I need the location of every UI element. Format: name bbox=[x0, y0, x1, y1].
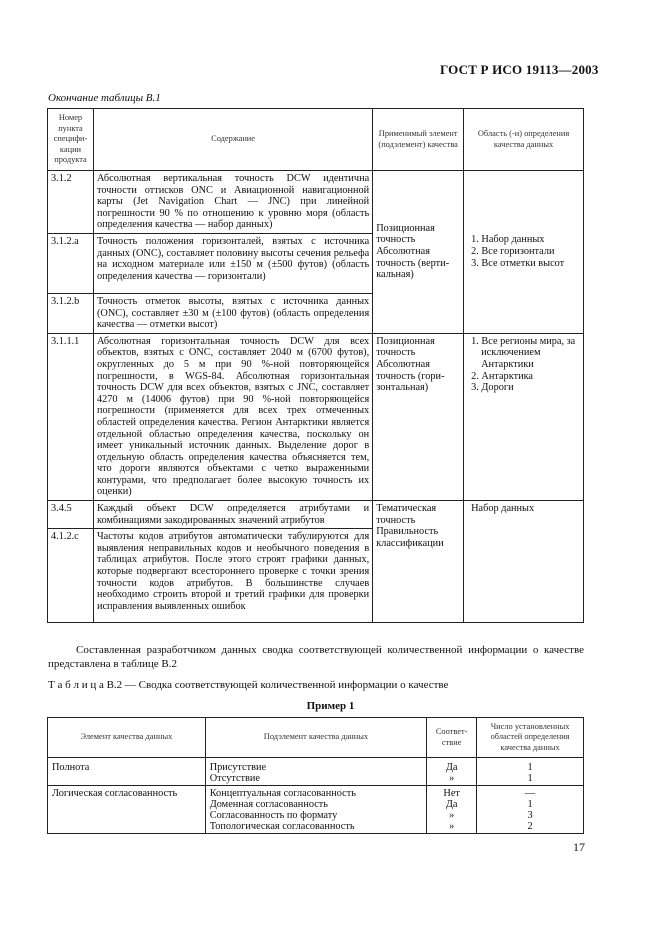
col-header-count: Число установленных областей определения качества данных bbox=[477, 718, 584, 758]
match-value: Нет bbox=[443, 788, 460, 799]
row-content: Абсолютная вертикальная точность DCW идентична точности оттисков ONC и Авиационной навигационной карты (Jet Navigation Chart — JNC) при линейной погрешности 90 % по отношению к уровню моря (область определения качества — набор данных) bbox=[93, 171, 372, 234]
col-header-num: Номер пункта спецификации продукта bbox=[48, 109, 94, 171]
match-value: » bbox=[449, 810, 455, 821]
row-content: Каждый объект DCW определяется атрибутами и комбинациями закодированных значений атрибутов bbox=[93, 501, 372, 529]
match-cell bbox=[427, 786, 477, 834]
col-header-area: Область (-и) определения качества данных bbox=[464, 109, 584, 171]
match-value: » bbox=[449, 773, 455, 784]
summary-paragraph: Составленная разработчиком данных сводка соответствующей количественной информации о качестве представлена в таблице B.2 bbox=[48, 644, 584, 670]
count-value: 1 bbox=[527, 799, 533, 810]
subelement: Присутствие bbox=[209, 762, 267, 773]
subelement: Согласованность по формату bbox=[209, 810, 338, 821]
subelement-cell bbox=[205, 786, 426, 834]
area-list bbox=[467, 234, 580, 269]
area-list bbox=[467, 336, 580, 394]
table2-caption: Т а б л и ц а B.2 — Сводка соответствующей количественной информации о качестве bbox=[48, 679, 449, 691]
table-b2 bbox=[47, 717, 584, 834]
row-content: Частоты кодов атрибутов автоматически табулируются для выявления неправильных кодов и необычного поведения в таблицах атрибутов. После этого строят графики данных, которые подвергают всестороннего проверке с точки зрения точности кодов атрибутов. В большинстве случаев необходимо строить второй и третий графики для проверки исправления выявленных ошибок bbox=[93, 529, 372, 623]
row-num: 4.1.2.c bbox=[48, 529, 94, 623]
table1-caption: Окончание таблицы B.1 bbox=[48, 92, 161, 104]
element-cell: Логическая согласованность bbox=[48, 786, 206, 834]
count-value: 3 bbox=[527, 810, 533, 821]
subelement: Топологическая согласованность bbox=[209, 821, 355, 832]
col-header-subelement: Подэлемент качества данных bbox=[205, 718, 426, 758]
area-item: 2. Антарктика bbox=[471, 370, 533, 382]
subelement: Отсутствие bbox=[209, 773, 260, 784]
area-item: 3. Все отметки высот bbox=[471, 257, 565, 269]
row-content: Абсолютная горизонтальная точность DCW для всех объектов, взятых с ONC, составляет 2040 м (6700 футов), округленных до 5 м при 90 %-ной повторяющейся погрешности, в WGS-84. Абсолютная горизонтальная точность DCW для всех объектов, взятых с JNC, составляет 4270 м (14006 футов) при 90 %-ной повторяющейся погрешности (применяется для всех трех отмеченных областей определения качества. Регион Антарктики является отдельной областью определения качества, поскольку он имеет уникальный источник данных. Выделение дорог в отдельную область определения качества объясняется тем, что дороги являются объектами с четко выраженными контурами, что предполагает более высокую точность их оценки) bbox=[93, 333, 372, 500]
count-cell bbox=[477, 786, 584, 834]
area-list bbox=[467, 503, 580, 515]
area-item: 1. Все регионы мира, за исключением Антарктики bbox=[471, 335, 576, 370]
match-value: Да bbox=[445, 799, 458, 810]
quality-area-cell bbox=[464, 333, 584, 500]
col-header-element: Применимый элемент (подэлемент) качества bbox=[373, 109, 464, 171]
match-cell bbox=[427, 758, 477, 786]
match-value: » bbox=[449, 821, 455, 832]
row-content: Точность отметок высоты, взятых с источника данных (ONC), составляет ±30 м (±100 футов) (область определения качества — отметки высот) bbox=[93, 293, 372, 333]
count-value: 2 bbox=[527, 821, 533, 832]
table-b1 bbox=[47, 108, 584, 623]
area-item: 3. Дороги bbox=[471, 382, 514, 394]
count-cell bbox=[477, 758, 584, 786]
subelement-cell bbox=[205, 758, 426, 786]
example-title: Пример 1 bbox=[306, 700, 355, 712]
subelement: Доменная согласованность bbox=[209, 799, 329, 810]
row-num: 3.1.2.a bbox=[48, 233, 94, 293]
quality-element-cell: Тематическая точность Правильность классификации bbox=[373, 501, 464, 623]
subelement: Концептуальная согласованность bbox=[209, 788, 356, 799]
quality-element-cell: Позиционная точность Абсолютная точность (горизонтальная) bbox=[373, 333, 464, 500]
row-content: Точность положения горизонталей, взятых с источника данных (ONC), составляет половину высоты сечения рельефа на исходном материале или ±150 м (±500 футов) (область определения качества — горизонтали) bbox=[93, 233, 372, 293]
element-cell: Полнота bbox=[48, 758, 206, 786]
area-item: 1. Набор данных bbox=[471, 234, 545, 246]
quality-area-cell bbox=[464, 171, 584, 334]
match-value: Да bbox=[445, 762, 458, 773]
row-num: 3.1.2.b bbox=[48, 293, 94, 333]
row-num: 3.1.1.1 bbox=[48, 333, 94, 500]
area-item: 2. Все горизонтали bbox=[471, 246, 555, 258]
quality-element-cell: Позиционная точность Абсолютная точность (вертикальная) bbox=[373, 171, 464, 334]
col-header-match: Соответствие bbox=[427, 718, 477, 758]
quality-area-cell bbox=[464, 501, 584, 623]
row-num: 3.1.2 bbox=[48, 171, 94, 234]
col-header-content: Содержание bbox=[93, 109, 372, 171]
page-number: 17 bbox=[573, 840, 585, 854]
count-value: — bbox=[524, 788, 536, 799]
count-value: 1 bbox=[527, 773, 533, 784]
row-num: 3.4.5 bbox=[48, 501, 94, 529]
col-header-element: Элемент качества данных bbox=[48, 718, 206, 758]
area-item: Набор данных bbox=[471, 503, 535, 515]
count-value: 1 bbox=[527, 762, 533, 773]
document-header: ГОСТ Р ИСО 19113—2003 bbox=[440, 62, 599, 77]
